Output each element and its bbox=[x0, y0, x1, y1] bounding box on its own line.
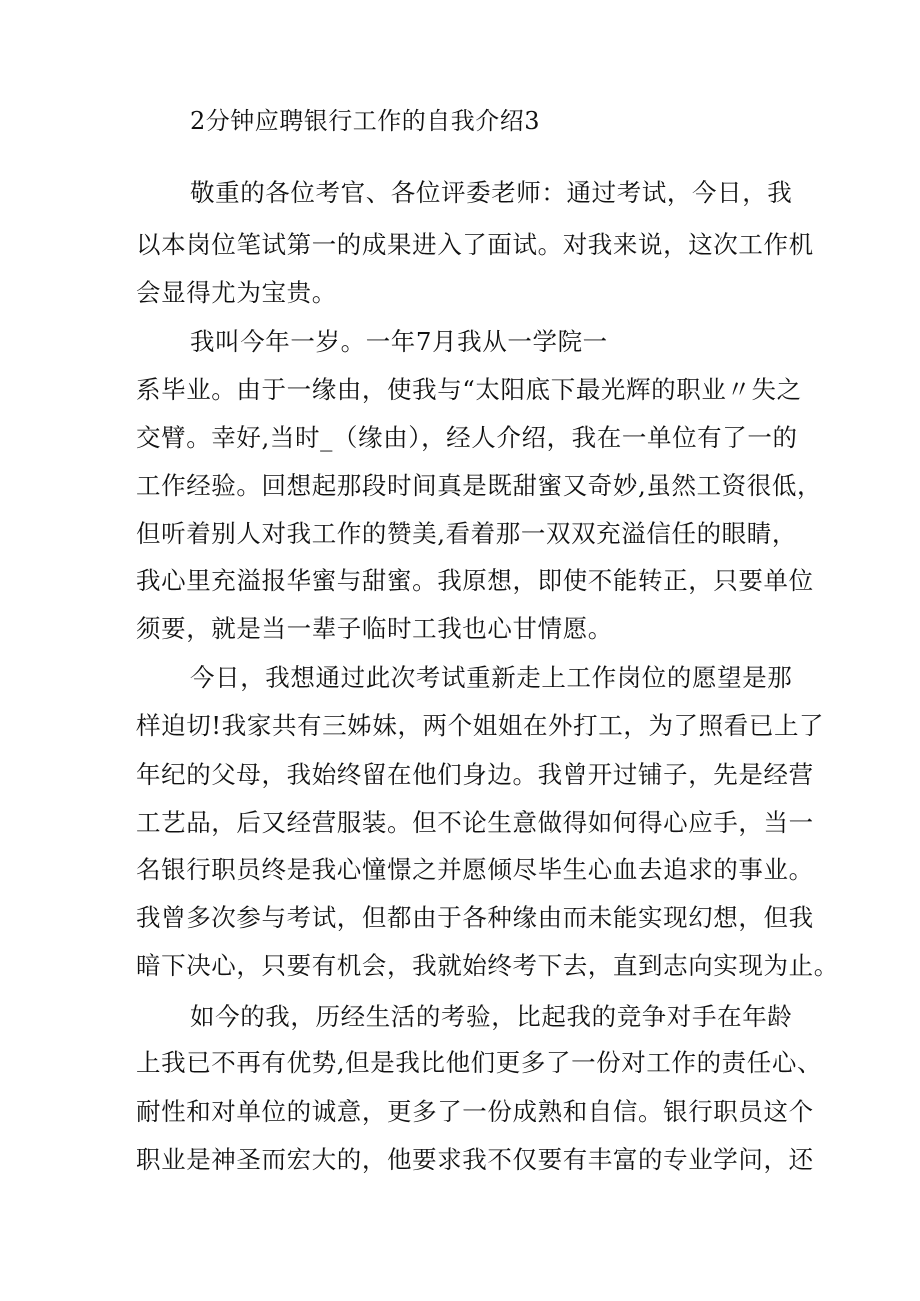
paragraph-line: 如今的我，历经生活的考验，比起我的竞争对手在年龄 bbox=[190, 1002, 793, 1031]
paragraph-line: 年纪的父母，我始终留在他们身边。我曾开过铺子，先是经营 bbox=[136, 760, 814, 789]
document-title: 2分钟应聘银行工作的自我介绍3 bbox=[190, 107, 541, 135]
paragraph-line: 敬重的各位考官、各位评委老师：通过考试，今日，我 bbox=[190, 178, 793, 207]
paragraph-line: 我叫今年一岁。一年7月我从一学院一 bbox=[190, 327, 608, 356]
paragraph-line: 但听着别人对我工作的赞美,看着那一双双充溢信任的眼睛， bbox=[136, 519, 797, 548]
paragraph-line: 名银行职员终是我心憧憬之并愿倾尽毕生心血去追求的事业。 bbox=[136, 855, 814, 884]
paragraph-line: 样迫切!我家共有三姊妹，两个姐姐在外打工，为了照看已上了 bbox=[136, 711, 825, 740]
paragraph-line: 工艺品，后又经营服装。但不论生意做得如何得心应手，当一 bbox=[136, 808, 814, 837]
paragraph-line: 今日，我想通过此次考试重新走上工作岗位的愿望是那 bbox=[190, 663, 793, 692]
paragraph-line: 暗下决心，只要有机会，我就始终考下去，直到志向实现为止。 bbox=[136, 951, 839, 980]
paragraph-line: 工作经验。回想起那段时间真是既甜蜜又奇妙,虽然工资很低， bbox=[136, 471, 823, 500]
paragraph-line: 职业是神圣而宏大的，他要求我不仅要有丰富的专业学问，还 bbox=[136, 1145, 814, 1174]
paragraph-line: 我曾多次参与考试，但都由于各种缘由而未能实现幻想，但我 bbox=[136, 903, 814, 932]
paragraph-line: 交臂。幸好,当时_（缘由），经人介绍，我在一单位有了一的 bbox=[136, 423, 798, 452]
paragraph-line: 我心里充溢报华蜜与甜蜜。我原想，即使不能转正，只要单位 bbox=[136, 566, 814, 595]
paragraph-line: 耐性和对单位的诚意，更多了一份成熟和自信。银行职员这个 bbox=[136, 1097, 814, 1126]
paragraph-line: 会显得尤为宝贵。 bbox=[136, 278, 337, 307]
paragraph-line: 系毕业。由于一缘由，使我与“太阳底下最光辉的职业〃失之 bbox=[136, 375, 802, 404]
paragraph-line: 上我已不再有优势,但是我比他们更多了一份对工作的责任心、 bbox=[136, 1048, 823, 1077]
paragraph-line: 以本岗位笔试第一的成果进入了面试。对我来说，这次工作机 bbox=[136, 230, 814, 259]
paragraph-line: 须要，就是当一辈子临时工我也心甘情愿。 bbox=[136, 614, 613, 643]
